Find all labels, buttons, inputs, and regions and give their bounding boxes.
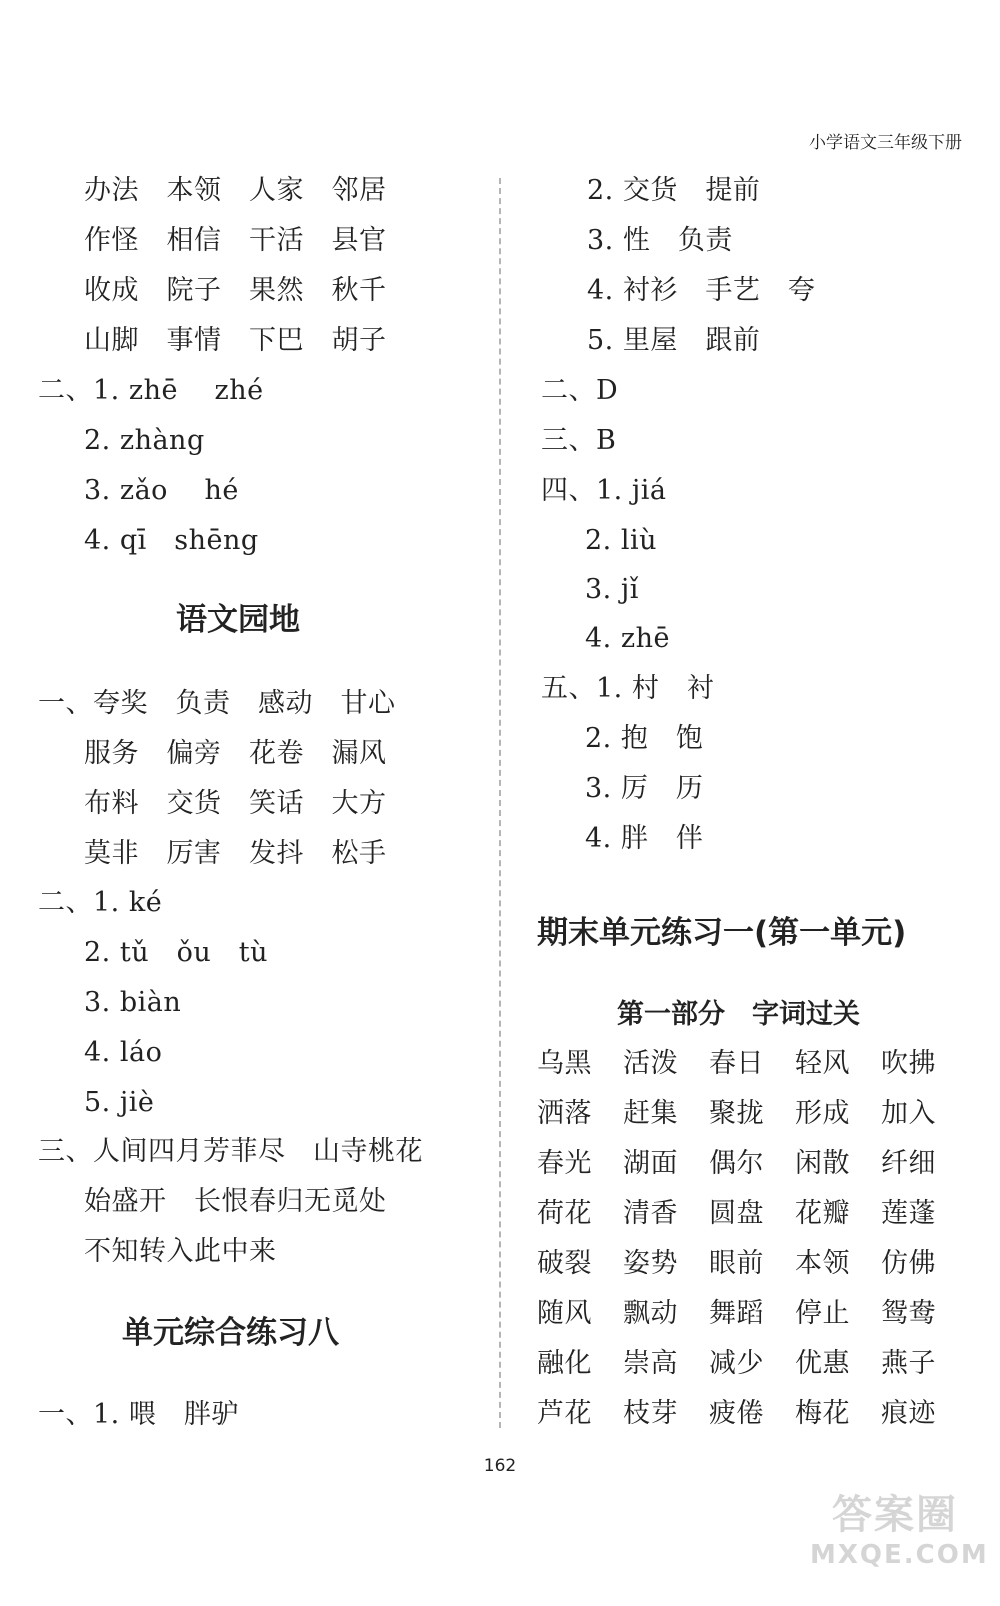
- word-cell: 湖面: [623, 1148, 678, 1179]
- watermark-logo: [810, 1490, 989, 1582]
- answer-line: 3. 厉 历: [585, 773, 704, 804]
- page-number: 162: [483, 1456, 517, 1476]
- word-cell: 春光: [537, 1148, 592, 1179]
- answer-line: 3. 性 负责: [587, 225, 733, 256]
- answer-line: 一、1. 喂 胖驴: [38, 1399, 239, 1430]
- answer-line: 二、1. zhē zhé: [38, 375, 264, 406]
- column-divider: [499, 178, 501, 1428]
- answer-line: 2. tǔ ǒu tù: [84, 937, 268, 968]
- word-cell: 燕子: [881, 1348, 936, 1379]
- section-title: 语文园地: [176, 602, 300, 638]
- answer-line: 4. 胖 伴: [585, 823, 704, 854]
- word-cell: 随风: [537, 1298, 592, 1329]
- word-cell: 枝芽: [623, 1398, 678, 1429]
- answer-line: 收成 院子 果然 秋千: [84, 275, 387, 306]
- answer-line: 三、人间四月芳菲尽 山寺桃花: [38, 1136, 423, 1167]
- word-cell: 仿佛: [881, 1248, 936, 1279]
- section-title: 单元综合练习八: [122, 1315, 339, 1351]
- answer-line: 服务 偏旁 花卷 漏风: [84, 738, 387, 769]
- answer-line: 4. zhē: [585, 623, 670, 654]
- word-cell: 融化: [537, 1348, 592, 1379]
- answer-line: 始盛开 长恨春归无觅处: [84, 1186, 387, 1217]
- word-cell: 梅花: [795, 1398, 850, 1429]
- section-title: 期末单元练习一(第一单元): [537, 915, 907, 951]
- word-cell: 春日: [709, 1048, 764, 1079]
- word-cell: 姿势: [623, 1248, 678, 1279]
- word-cell: 鸳鸯: [881, 1298, 936, 1329]
- word-cell: 吹拂: [881, 1048, 936, 1079]
- answer-line: 3. jǐ: [585, 574, 639, 605]
- word-cell: 崇高: [623, 1348, 678, 1379]
- word-cell: 痕迹: [881, 1398, 936, 1429]
- answer-line: 4. láo: [84, 1037, 163, 1068]
- word-cell: 优惠: [795, 1348, 850, 1379]
- answer-line: 2. zhàng: [84, 425, 205, 456]
- answer-line: 二、1. ké: [38, 887, 163, 918]
- answer-line: 五、1. 村 衬: [541, 673, 715, 704]
- word-cell: 舞蹈: [709, 1298, 764, 1329]
- answer-line: 二、D: [541, 375, 619, 406]
- watermark-bottom: MXQE.COM: [810, 1540, 989, 1570]
- answer-line: 2. 抱 饱: [585, 723, 704, 754]
- word-cell: 聚拢: [709, 1098, 764, 1129]
- answer-line: 不知转入此中来: [84, 1236, 277, 1267]
- answer-line: 5. jiè: [84, 1087, 155, 1118]
- book-title: 小学语文三年级下册: [809, 133, 962, 153]
- word-cell: 飘动: [623, 1298, 678, 1329]
- answer-line: 2. 交货 提前: [587, 175, 761, 206]
- word-cell: 花瓣: [795, 1198, 850, 1229]
- word-cell: 加入: [881, 1098, 936, 1129]
- answer-line: 4. qī shēng: [84, 525, 259, 556]
- answer-line: 一、夸奖 负责 感动 甘心: [38, 688, 396, 719]
- word-cell: 圆盘: [709, 1198, 764, 1229]
- word-cell: 闲散: [795, 1148, 850, 1179]
- word-cell: 荷花: [537, 1198, 592, 1229]
- answer-line: 三、B: [541, 425, 617, 456]
- word-cell: 洒落: [537, 1098, 592, 1129]
- word-cell: 赶集: [623, 1098, 678, 1129]
- word-cell: 莲蓬: [881, 1198, 936, 1229]
- word-cell: 破裂: [537, 1248, 592, 1279]
- watermark-top: 答案圈: [832, 1492, 958, 1538]
- word-cell: 活泼: [623, 1048, 678, 1079]
- answer-line: 5. 里屋 跟前: [587, 325, 761, 356]
- word-cell: 减少: [709, 1348, 764, 1379]
- answer-line: 四、1. jiá: [541, 475, 667, 506]
- word-cell: 纤细: [881, 1148, 936, 1179]
- subsection-title: 第一部分 字词过关: [617, 999, 860, 1030]
- answer-line: 作怪 相信 干活 县官: [84, 225, 387, 256]
- word-cell: 疲倦: [709, 1398, 764, 1429]
- answer-line: 4. 衬衫 手艺 夸: [587, 275, 816, 306]
- word-cell: 轻风: [795, 1048, 850, 1079]
- word-cell: 偶尔: [709, 1148, 764, 1179]
- word-cell: 眼前: [709, 1248, 764, 1279]
- answer-line: 3. biàn: [84, 987, 182, 1018]
- answer-line: 山脚 事情 下巴 胡子: [84, 325, 387, 356]
- answer-line: 2. liù: [585, 525, 658, 556]
- word-cell: 乌黑: [537, 1048, 592, 1079]
- answer-line: 3. zǎo hé: [84, 475, 239, 506]
- answer-line: 布料 交货 笑话 大方: [84, 788, 387, 819]
- answer-line: 莫非 厉害 发抖 松手: [84, 838, 387, 869]
- answer-line: 办法 本领 人家 邻居: [84, 175, 387, 206]
- word-cell: 停止: [795, 1298, 850, 1329]
- word-cell: 芦花: [537, 1398, 592, 1429]
- word-cell: 形成: [795, 1098, 850, 1129]
- word-cell: 本领: [795, 1248, 850, 1279]
- word-cell: 清香: [623, 1198, 678, 1229]
